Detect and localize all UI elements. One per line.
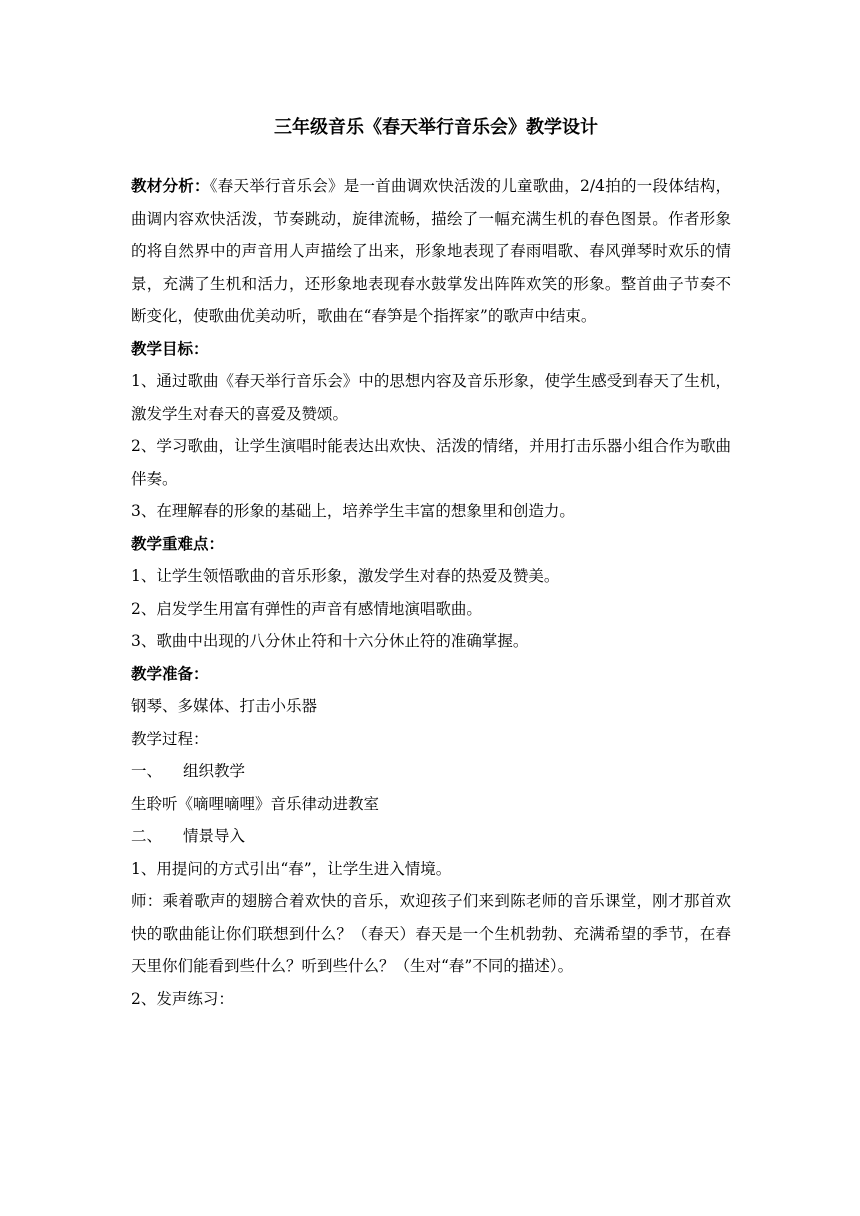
step-2-number: 二、 xyxy=(131,827,163,845)
step-2-title: 情景导入 xyxy=(183,827,246,845)
analysis-paragraph xyxy=(131,170,731,333)
step-2-line xyxy=(131,820,731,853)
analysis-text: 《春天举行音乐会》是一首曲调欢快活泼的儿童歌曲，2/4拍的一段体结构，曲调内容欢快活泼，节奏跳动，旋律流畅，描绘了一幅充满生机的春色图景。作者形象的将自然界中的声音用人声描绘了出来，形象地表现了春雨唱歌、春风弹琴时欢乐的情景，充满了生机和活力，还形象地表现春水鼓掌发出阵阵欢笑的形象。整首曲子节奏不断变化，使歌曲优美动听，歌曲在“春笋是个指挥家”的歌声中结束。 xyxy=(131,177,731,325)
goal-item-2: 2、学习歌曲，让学生演唱时能表达出欢快、活泼的情绪，并用打击乐器小组合作为歌曲伴奏。 xyxy=(131,437,731,488)
document-title: 三年级音乐《春天举行音乐会》教学设计 xyxy=(274,117,598,138)
key-points-heading: 教学重难点： xyxy=(131,534,225,553)
preparation-heading: 教学准备： xyxy=(131,664,209,683)
goals-heading: 教学目标： xyxy=(131,339,209,358)
key-point-item-1: 1、让学生领悟歌曲的音乐形象，激发学生对春的热爱及赞美。 xyxy=(131,567,560,585)
document-body xyxy=(131,110,731,1015)
step-2-item-2: 2、发声练习： xyxy=(131,989,234,1008)
goal-item-1: 1、通过歌曲《春天举行音乐会》中的思想内容及音乐形象，使学生感受到春天了生机，激发学生对春天的喜爱及赞颂。 xyxy=(131,372,731,423)
step-2-teacher-text: 师：乘着歌声的翅膀合着欢快的音乐，欢迎孩子们来到陈老师的音乐课堂，刚才那首欢快的歌曲能让你们联想到什么？（春天）春天是一个生机勃勃、充满希望的季节，在春天里你们能看到些什么？听到些什么？（生对“春”不同的描述）。 xyxy=(131,892,731,975)
step-1-text: 生聆听《嘀哩嘀哩》音乐律动进教室 xyxy=(131,794,380,813)
step-1-title: 组织教学 xyxy=(183,762,246,780)
goal-item-3: 3、在理解春的形象的基础上，培养学生丰富的想象里和创造力。 xyxy=(131,502,575,520)
step-2-item-1: 1、用提问的方式引出“春”，让学生进入情境。 xyxy=(131,859,452,878)
step-1-line xyxy=(131,755,731,788)
key-point-item-2: 2、启发学生用富有弹性的声音有感情地演唱歌曲。 xyxy=(131,599,482,618)
preparation-text: 钢琴、多媒体、打击小乐器 xyxy=(131,697,318,715)
process-heading: 教学过程： xyxy=(131,729,209,748)
step-1-number: 一、 xyxy=(131,762,163,780)
key-point-item-3: 3、歌曲中出现的八分休止符和十六分休止符的准确掌握。 xyxy=(131,632,529,650)
analysis-label: 教材分析： xyxy=(131,177,210,195)
